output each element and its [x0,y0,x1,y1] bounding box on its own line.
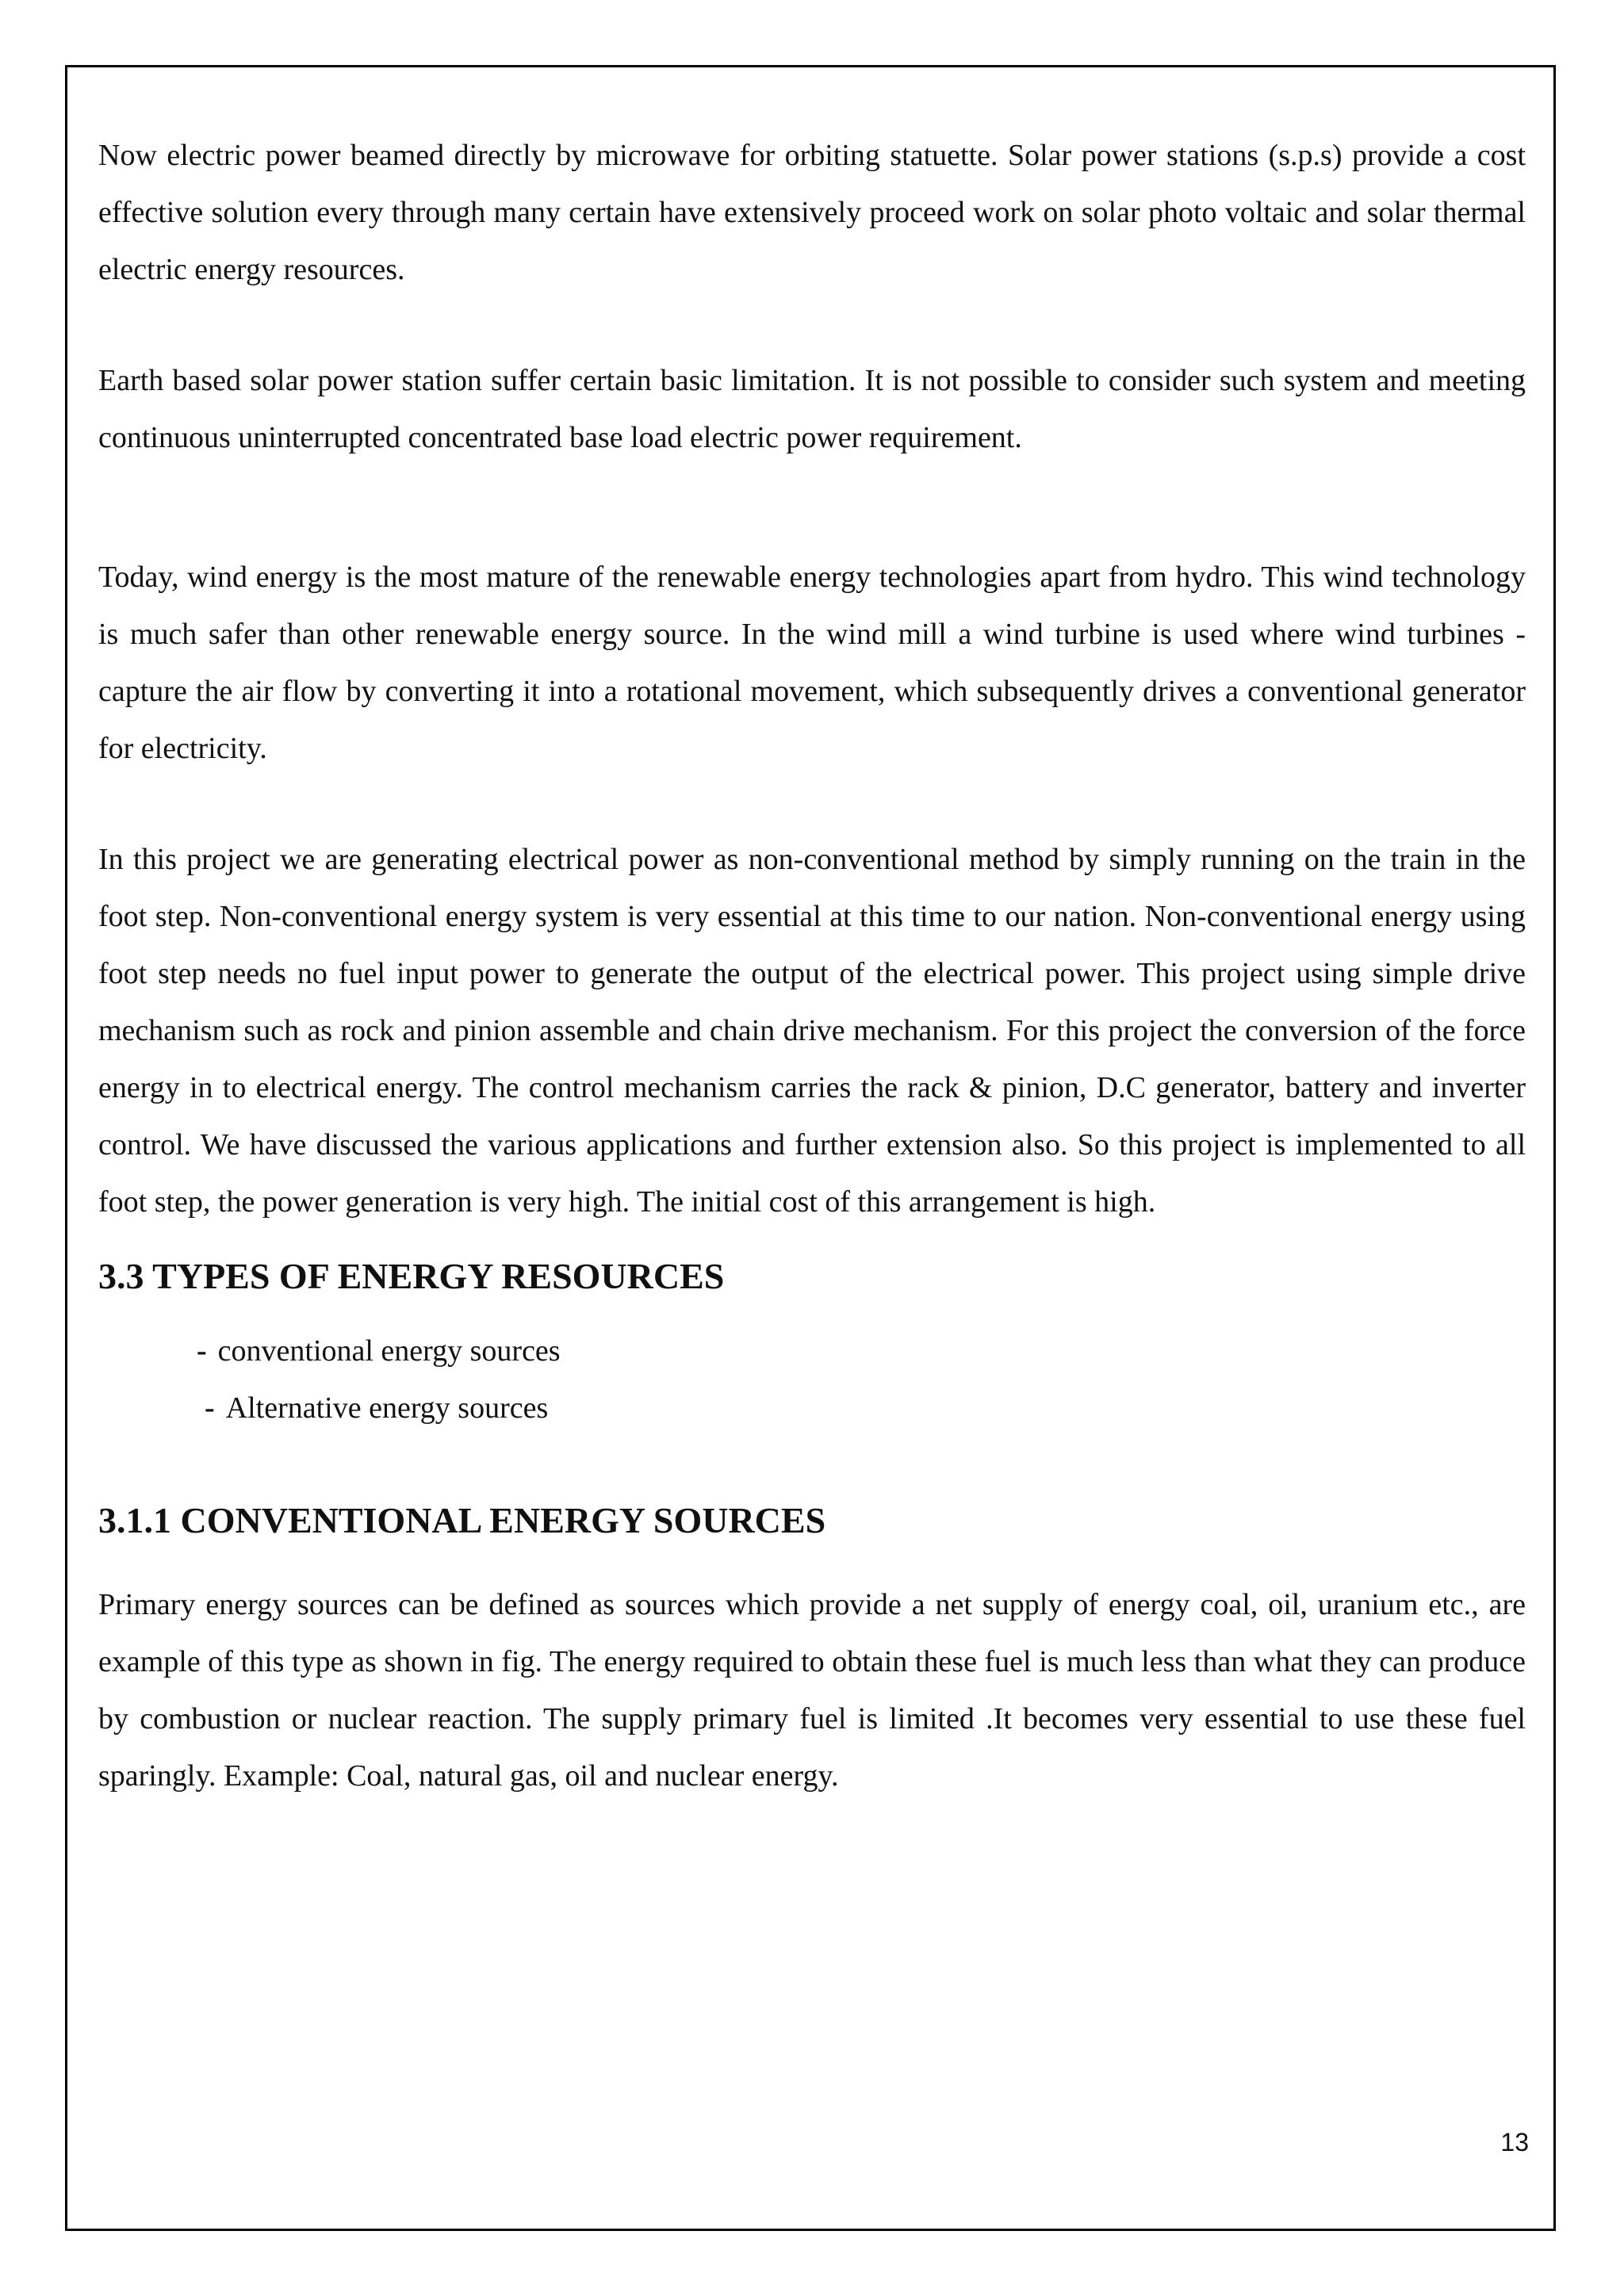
page-number: 13 [1500,2128,1529,2156]
section-heading-conventional: 3.1.1 CONVENTIONAL ENERGY SOURCES [98,1500,826,1540]
document-body [98,127,1526,1804]
list-item [98,1322,1526,1380]
paragraph-wind-energy: Today, wind energy is the most mature of the renewable energy technologies apart from hydro. This wind technology is much safer than other renewable energy source. In the wind mill a wind turbine is used where wind turbines - capture the air flow by converting it into a rotational movement, which subsequently drives a conventional generator for electricity. [98,561,1526,765]
list-item [98,1380,1526,1437]
paragraph-conventional: Primary energy sources can be defined as sources which provide a net supply of energy coal, oil, uranium etc., are example of this type as shown in fig. The energy required to obtain these fuel is much less than what they can produce by combustion or nuclear reaction. The supply primary fuel is limited .It becomes very essential to use these fuel sparingly. Example: Coal, natural gas, oil and nuclear energy. [98,1588,1526,1793]
paragraph-project: In this project we are generating electrical power as non-conventional method by simply running on the train in the foot step. Non-conventional energy system is very essential at this time to our nation. Non-conventional energy using foot step needs no fuel input power to generate the output of the electrical power. This project using simple drive mechanism such as rock and pinion assemble and chain drive mechanism. For this project the conversion of the force energy in to electrical energy. The control mechanism carries the rack & pinion, D.C generator, battery and inverter control. We have discussed the various applications and further extension also. So this project is implemented to all foot step, the power generation is very high. The initial cost of this arrangement is high. [98,843,1526,1219]
dash-marker: - [205,1391,215,1425]
dash-marker: - [197,1334,207,1368]
section-heading-types: 3.3 TYPES OF ENERGY RESOURCES [98,1256,725,1296]
paragraph-sps: Now electric power beamed directly by microwave for orbiting statuette. Solar power stations (s.p.s) provide a cost effective solution every through many certain have extensively proceed work on solar photo voltaic and solar thermal electric energy resources. [98,139,1526,286]
list-item-label: Alternative energy sources [225,1391,549,1425]
list-item-label: conventional energy sources [217,1334,561,1368]
paragraph-earth-based: Earth based solar power station suffer certain basic limitation. It is not possible to consider such system and meeting continuous uninterrupted concentrated base load electric power requirement. [98,364,1526,454]
energy-types-list [98,1322,1526,1437]
